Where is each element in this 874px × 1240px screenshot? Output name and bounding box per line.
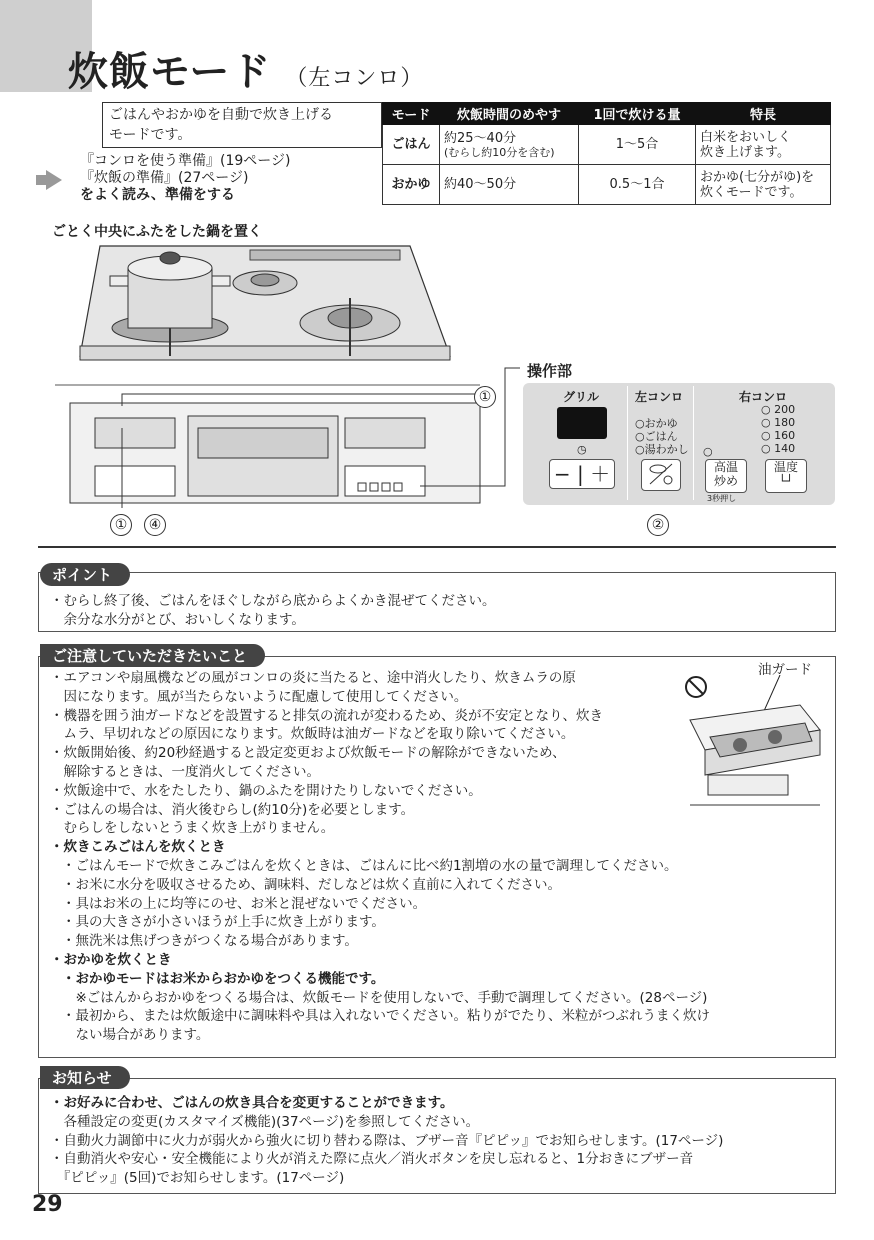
table-header: 1回で炊ける量 [579, 103, 696, 125]
point-text [50, 592, 496, 630]
intro-line: ごはんやおかゆを自動で炊き上げる [109, 107, 333, 123]
text-line: ・むらし終了後、ごはんをほぐしながら底からよくかき混ぜてください。 [50, 593, 496, 609]
callout-2: ② [647, 514, 669, 536]
left-burner-label: 左コンロ [635, 390, 684, 404]
text-line: ・炊飯開始後、約20秒経過すると設定変更および炊飯モードの解除ができないため、 [50, 745, 566, 762]
text-line: ・ごはんモードで炊きこみごはんを炊くときは、ごはんに比べ約1割増の水の量で調理してください。 [62, 857, 678, 874]
minus-label: − [553, 462, 571, 486]
point-tag: ポイント [40, 563, 130, 586]
oil-guard-figure [680, 675, 830, 810]
text-line: 余分な水分がとび、おいしくなります。 [50, 611, 305, 628]
text-line: ・ごはんの場合は、消火後むらし(約10分)を必要とします。 [50, 801, 415, 818]
caution-tag: ご注意していただきたいこと [40, 644, 265, 667]
text-line: ・自動消火や安心・安全機能により火が消えた際に点火／消火ボタンを戻し忘れると、1分おきにブザー音 [50, 1151, 694, 1168]
table-cell-mode: ごはん [383, 125, 440, 165]
arrow-right-icon [46, 170, 62, 190]
callout-1: ① [110, 514, 132, 536]
page-number: 29 [32, 1192, 63, 1217]
text-line: 因になります。風が当たらないように配慮して使用してください。 [50, 688, 468, 705]
text-line: ※ごはんからおかゆをつくる場合は、炊飯モードを使用しないで、手動で調理してください。(28ページ) [62, 989, 708, 1006]
illustration-caption: ごとく中央にふたをした鍋を置く [52, 224, 262, 240]
ref-line: 『コンロを使う準備』(19ページ) [80, 153, 291, 169]
high-temp-stir-fry-button[interactable] [705, 459, 747, 493]
table-cell-feature: 白米をおいしく 炊き上げます。 [696, 125, 831, 165]
table-header: 特長 [696, 103, 831, 125]
mode-table [382, 102, 831, 205]
mode-option: ○おかゆ [635, 417, 678, 430]
control-panel [523, 383, 835, 505]
left-mode-options [635, 417, 689, 456]
plus-label: ＋ [590, 462, 611, 486]
text-line: ・機器を囲う油ガードなどを設置すると排気の流れが変わるため、炎が不安定となり、炊き [50, 707, 603, 724]
table-row [383, 165, 831, 205]
intro-line: モードです。 [109, 127, 192, 143]
section-divider [38, 546, 836, 548]
pan-icon: └┘ [778, 474, 794, 488]
subheading: ・おかゆを炊くとき [50, 951, 172, 968]
temp-option: ○ 140 [761, 442, 796, 455]
table-cell-amount: 1〜5合 [579, 125, 696, 165]
temp-option: ○ 200 [761, 403, 796, 416]
table-row [383, 125, 831, 165]
callout-4: ④ [144, 514, 166, 536]
center-burner-icon [233, 271, 297, 295]
prohibited-icon [686, 677, 706, 697]
rice-cook-button[interactable] [641, 459, 681, 491]
stove-illustration [50, 238, 520, 548]
right-burner-label: 右コンロ [739, 390, 788, 404]
divider [693, 386, 694, 500]
page-title-sub: （左コンロ） [285, 66, 424, 91]
table-cell-time: 約40〜50分 [440, 165, 579, 205]
text-line: ・お米に水分を吸収させるため、調味料、だしなどは炊く直前に入れてください。 [62, 876, 561, 893]
temperature-button[interactable] [765, 459, 807, 493]
button-label: 高温 [713, 460, 738, 474]
table-cell-amount: 0.5〜1合 [579, 165, 696, 205]
divider [627, 386, 628, 500]
text-line: ・具はお米の上に均等にのせ、お米と混ぜないでください。 [62, 895, 427, 912]
clock-icon: ◷ [577, 443, 587, 456]
text-line: 『ピピッ』(5回)でお知らせします。(17ページ) [50, 1170, 345, 1187]
arrow-icon-bar [36, 175, 46, 185]
text-line: ・具の大きさが小さいほうが上手に炊き上がります。 [62, 914, 385, 931]
text-line: 各種設定の変更(カスタマイズ機能)(37ページ)を参照してください。 [50, 1113, 480, 1130]
callout-1: ① [474, 386, 496, 408]
text-line: むらしをしないとうまく炊き上がりません。 [50, 820, 335, 837]
reference-note [80, 153, 290, 204]
table-cell-mode: おかゆ [383, 165, 440, 205]
button-label: 炒め [713, 474, 738, 488]
button-label: 温度 [773, 460, 798, 474]
hold-3s-note: 3秒押し [707, 494, 737, 503]
text-line: ・炊飯途中で、水をたしたり、鍋のふたを開けたりしないでください。 [50, 782, 482, 799]
text-line: ・無洗米は焦げつきがつくなる場合があります。 [62, 933, 358, 950]
text-line: ムラ、早切れなどの原因になります。炊飯時は油ガードなどを取り除いてください。 [50, 726, 575, 743]
intro-box [102, 102, 382, 148]
table-header: 炊飯時間のめやす [440, 103, 579, 125]
text-line: ・おかゆモードはお米からおかゆをつくる機能です。 [62, 970, 385, 987]
mode-option: ○湯わかし [635, 443, 689, 456]
caution-text [50, 669, 710, 1045]
text-line: ・エアコンや扇風機などの風がコンロの炎に当たると、途中消火したり、炊きムラの原 [50, 670, 576, 686]
notice-text [50, 1094, 723, 1188]
ref-line: 『炊飯の準備』(27ページ) [80, 170, 249, 186]
temp-option: ○ 160 [761, 429, 796, 442]
grill-label: グリル [563, 390, 600, 404]
table-header: モード [383, 103, 440, 125]
timer-display [557, 407, 607, 439]
temp-options [761, 403, 795, 455]
rice-pot-icon [646, 460, 676, 488]
grill-minus-plus-button[interactable]: − | ＋ [549, 459, 615, 489]
indicator-dot: ○ [703, 445, 713, 458]
table-cell-feature: おかゆ(七分がゆ)を 炊くモードです。 [696, 165, 831, 205]
page-title: 炊飯モード （左コンロ） [68, 49, 424, 95]
table-header-row [383, 103, 831, 125]
oil-guard-label: 油ガード [758, 662, 812, 678]
ref-line: をよく読み、準備をする [80, 187, 235, 203]
mode-option: ○ごはん [635, 430, 678, 443]
temp-option: ○ 180 [761, 416, 796, 429]
table-cell-time: 約25〜40分 (むらし約10分を含む) [440, 125, 579, 165]
notice-tag: お知らせ [40, 1066, 130, 1089]
subheading: ・炊きこみごはんを炊くとき [50, 839, 226, 856]
text-line: ・お好みに合わせ、ごはんの炊き具合を変更することができます。 [50, 1095, 454, 1111]
text-line: 解除するときは、一度消火してください。 [50, 763, 320, 780]
text-line: ・最初から、または炊飯途中に調味料や具は入れないでください。粘りがでたり、米粒がつぶれうまく炊け [62, 1008, 710, 1025]
panel-title: 操作部 [527, 362, 573, 380]
text-line: ない場合があります。 [62, 1027, 210, 1044]
text-line: ・自動火力調節中に火力が弱火から強火に切り替わる際は、ブザー音『ピピッ』でお知らせします。(17ページ) [50, 1132, 724, 1149]
